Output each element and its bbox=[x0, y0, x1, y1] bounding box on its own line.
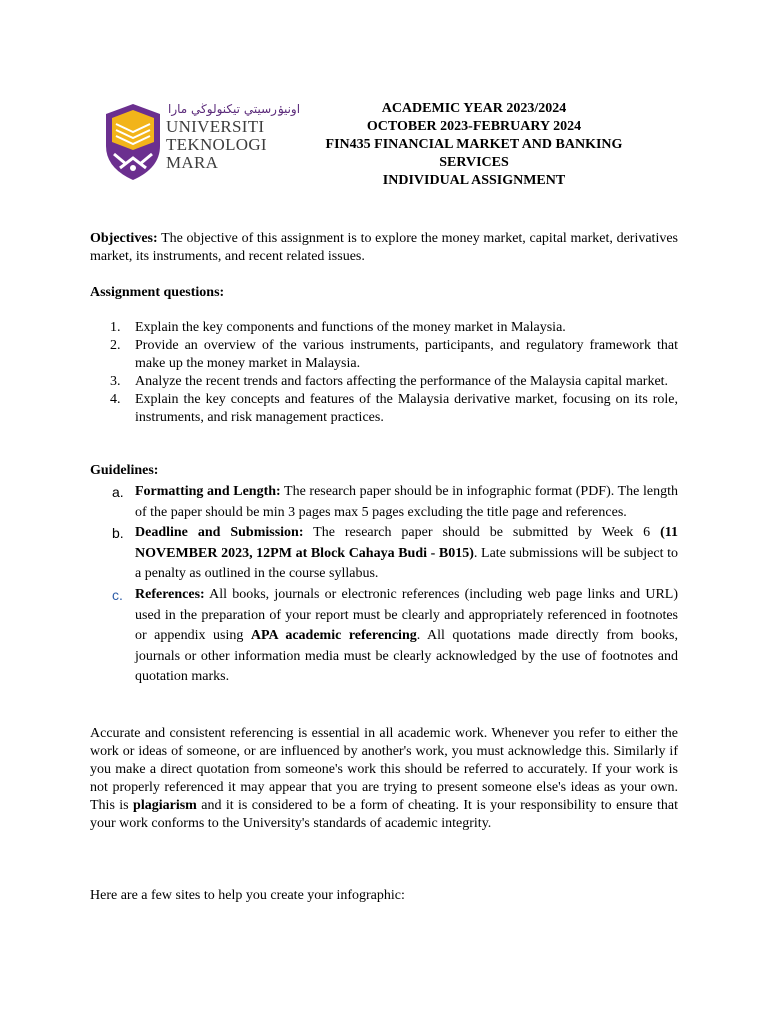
header-semester: OCTOBER 2023-FEBRUARY 2024 bbox=[366, 119, 582, 134]
logo-line-3: MARA bbox=[166, 153, 219, 172]
list-item bbox=[90, 373, 678, 391]
guideline-text: The research paper should be submitted by Week 6 bbox=[303, 525, 661, 541]
guideline-letter: a. bbox=[112, 484, 124, 500]
referencing-text: Accurate and consistent referencing is essential in all academic work. Whenever you refer to either the work or ideas of someone, or are influenced by another's work, you must acknowledge this. Similarly if you make a direct quotation from someone's work this should be referred to accurately. If your work is not properly referenced it may appear that you are trying to present someone else's ideas as your own. This is bbox=[90, 726, 678, 813]
logo-line-1: UNIVERSITI bbox=[166, 117, 265, 136]
guidelines-heading: Guidelines: bbox=[90, 463, 159, 478]
guideline-letter: c. bbox=[112, 586, 123, 603]
question-number: 1. bbox=[110, 320, 121, 335]
list-item bbox=[90, 337, 678, 373]
crest-icon bbox=[102, 102, 164, 182]
guideline-text: The research paper should be in infographic format (PDF). The length of the paper should be min 3 pages max 5 pages excluding the title page and references. bbox=[135, 484, 678, 520]
referencing-paragraph bbox=[90, 725, 678, 833]
deadline-highlight: (11 NOVEMBER 2023, 12PM at Block Cahaya Budi - B015) bbox=[135, 525, 678, 561]
list-item bbox=[90, 482, 678, 523]
question-text: Explain the key components and functions of the money market in Malaysia. bbox=[135, 320, 566, 335]
objectives-label: Objectives: bbox=[90, 231, 158, 246]
university-logo bbox=[102, 96, 301, 184]
plagiarism-highlight: plagiarism bbox=[133, 798, 197, 813]
list-item bbox=[90, 585, 678, 688]
guideline-letter: b. bbox=[112, 525, 124, 542]
list-item bbox=[90, 391, 678, 427]
question-number: 2. bbox=[110, 338, 121, 353]
header-academic-year: ACADEMIC YEAR 2023/2024 bbox=[381, 101, 567, 116]
question-text: Explain the key concepts and features of the Malaysia derivative market, focusing on its role, instruments, and risk management practices. bbox=[135, 392, 678, 425]
list-item bbox=[90, 319, 678, 337]
header-course-line-1: FIN435 FINANCIAL MARKET AND BANKING bbox=[325, 137, 623, 152]
guideline-label: Formatting and Length: bbox=[135, 484, 281, 499]
header-course-line-2: SERVICES bbox=[439, 155, 509, 170]
logo-jawi-text: اونيۏرسيتي تيكنولوڬي مارا bbox=[168, 102, 301, 116]
question-number: 4. bbox=[110, 392, 121, 407]
apa-highlight: APA academic referencing bbox=[250, 628, 417, 644]
sites-intro: Here are a few sites to help you create your infographic: bbox=[90, 888, 405, 903]
logo-wordmark bbox=[166, 118, 267, 172]
objectives-text: The objective of this assignment is to explore the money market, capital market, derivatives market, its instruments, and recent related issues. bbox=[90, 231, 678, 264]
document-header bbox=[308, 100, 640, 190]
questions-heading: Assignment questions: bbox=[90, 285, 225, 300]
guideline-label: Deadline and Submission: bbox=[135, 525, 304, 541]
question-text: Provide an overview of the various instruments, participants, and regulatory framework that make up the money market in Malaysia. bbox=[135, 338, 678, 371]
header-assignment-type: INDIVIDUAL ASSIGNMENT bbox=[382, 173, 566, 188]
question-number: 3. bbox=[110, 374, 121, 389]
guideline-text-end: . Late submissions will be subject to a penalty as outlined in the course syllabus. bbox=[135, 545, 679, 582]
list-item bbox=[90, 523, 678, 585]
guideline-label: References: bbox=[135, 586, 205, 602]
referencing-text-end: and it is considered to be a form of cheating. It is your responsibility to ensure that your work conforms to the University's standards of academic integrity. bbox=[90, 798, 679, 831]
guideline-text: All books, journals or electronic references (including web page links and URL) used in the preparation of your report must be clearly and appropriately referenced in footnotes or appendix using bbox=[135, 586, 678, 644]
question-text: Analyze the recent trends and factors affecting the performance of the Malaysia capital market. bbox=[135, 374, 669, 389]
guidelines-list bbox=[90, 482, 678, 688]
guideline-text-end: . All quotations made directly from books, journals or other information media must be clearly acknowledged by the use of footnotes and quotation marks. bbox=[135, 628, 678, 685]
objectives-paragraph bbox=[90, 230, 678, 266]
questions-list bbox=[90, 319, 678, 427]
logo-line-2: TEKNOLOGI bbox=[166, 135, 267, 154]
